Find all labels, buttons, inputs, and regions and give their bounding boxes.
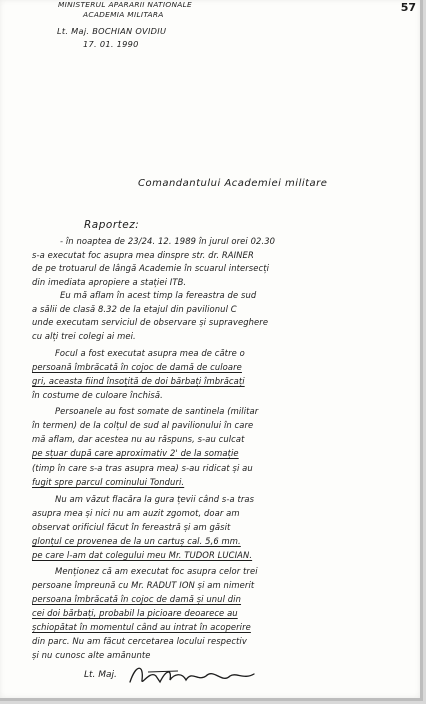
body-line: de pe trotuarul de lângă Academie în scuarul intersecți [32, 263, 270, 273]
signature-rank: Lt. Maj. [84, 670, 117, 680]
page-number: 57 [400, 1, 416, 14]
body-line: Nu am văzut flacăra la gura țevii când s-a tras [55, 494, 255, 504]
body-line: din imediata apropiere a stației ITB. [32, 277, 187, 287]
body-line: Persoanele au fost somate de santinela (militar [55, 406, 259, 416]
header-date: 17. 01. 1990 [83, 39, 139, 49]
body-line: persoane împreună cu Mr. RADUT ION și am nimerit [32, 580, 255, 590]
addressee: Comandantului Academiei militare [138, 178, 328, 189]
body-line: observat orificiul făcut în fereastră și am găsit [32, 522, 231, 532]
body-line: asupra mea și nici nu am auzit zgomot, doar am [32, 508, 240, 518]
body-line: Eu mă aflam în acest timp la fereastra de sud [60, 290, 257, 300]
header-academy: ACADEMIA MILITARA [83, 10, 164, 19]
body-line: pe care l-am dat colegului meu Mr. TUDOR LUCIAN. [32, 550, 253, 560]
body-line: glonțul ce provenea de la un cartuș cal. 5,6 mm. [32, 536, 241, 546]
body-line: cu alți trei colegi ai mei. [32, 331, 136, 341]
body-line: Focul a fost executat asupra mea de către o [55, 348, 245, 358]
report-heading: Raportez: [84, 219, 140, 231]
body-line: persoană îmbrăcată în cojoc de damă de culoare [32, 362, 242, 372]
body-line: gri, aceasta fiind însoțită de doi bărbați îmbrăcați [32, 376, 245, 386]
header-ministry: MINISTERUL APARARII NATIONALE [58, 0, 193, 9]
body-line: fugit spre parcul cominului Tonduri. [32, 477, 185, 487]
body-line: cei doi bărbați, probabil la picioare deoarece au [32, 608, 238, 618]
body-line: din parc. Nu am făcut cercetarea locului respectiv [32, 636, 247, 646]
body-line: - în noaptea de 23/24. 12. 1989 în jurul orei 02.30 [60, 236, 276, 246]
body-line: s-a executat foc asupra mea dinspre str. dr. RAINER [32, 250, 254, 260]
body-line: pe sțuar după care aproximativ 2' de la somație [32, 448, 239, 458]
body-line: în costume de culoare închisă. [32, 390, 163, 400]
body-line: șchiopătat în momentul când au intrat în acoperire [32, 622, 251, 632]
signature-scrawl [126, 660, 266, 690]
body-line: a sălii de clasă 8.32 de la etajul din pavilionul C [32, 304, 237, 314]
body-line: persoana îmbrăcată în cojoc de damă și unul din [32, 594, 242, 604]
body-line: în termen) de la colțul de sud al pavilionului în care [32, 420, 254, 430]
body-line: mă aflam, dar acestea nu au răspuns, s-au culcat [32, 434, 245, 444]
header-author: Lt. Maj. BOCHIAN OVIDIU [57, 26, 167, 36]
body-line: (timp în care s-a tras asupra mea) s-au ridicat și au [32, 463, 253, 473]
body-line: și nu cunosc alte amănunte [32, 650, 151, 660]
body-line: unde executam serviciul de observare și supraveghere [32, 317, 269, 327]
body-line: Menționez că am executat foc asupra celor trei [55, 566, 258, 576]
